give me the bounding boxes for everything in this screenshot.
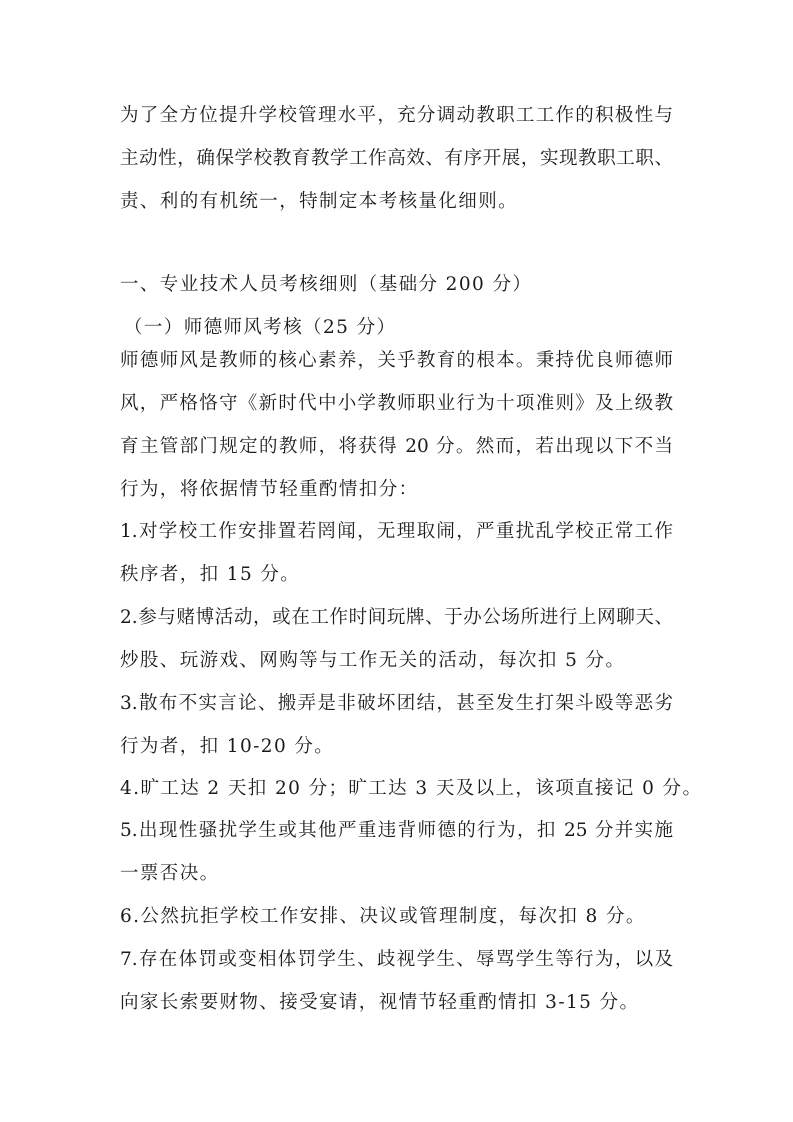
intro-line-1: 为了全方位提升学校管理水平，充分调动教职工工作的积极性与 — [120, 105, 673, 126]
list-item-3-line-2: 行为者，扣 10-20 分。 — [120, 736, 335, 757]
list-item-5-line-2: 一票否决。 — [120, 863, 220, 884]
paragraph-line-1: 师德师风是教师的核心素养，关乎教育的根本。秉持优良师德师 — [120, 350, 673, 371]
intro-line-2: 主动性，确保学校教育教学工作高效、有序开展，实现教职工职、 — [120, 148, 673, 169]
list-item-7-line-2: 向家长索要财物、接受宴请，视情节轻重酌情扣 3-15 分。 — [120, 992, 640, 1013]
list-item-6-line-1: 6.公然抗拒学校工作安排、决议或管理制度，每次扣 8 分。 — [120, 906, 646, 927]
section-heading: 一、专业技术人员考核细则（基础分 200 分） — [120, 274, 533, 295]
paragraph-line-3: 育主管部门规定的教师，将获得 20 分。然而，若出现以下不当 — [120, 436, 673, 457]
paragraph-line-4: 行为，将依据情节轻重酌情扣分： — [120, 479, 419, 500]
list-item-1-line-1: 1.对学校工作安排置若罔闻，无理取闹，严重扰乱学校正常工作 — [120, 521, 673, 542]
intro-line-3: 责、利的有机统一，特制定本考核量化细则。 — [120, 191, 519, 212]
list-item-4-line-1: 4.旷工达 2 天扣 20 分；旷工达 3 天及以上，该项直接记 0 分。 — [120, 778, 703, 799]
list-item-2-line-1: 2.参与赌博活动，或在工作时间玩牌、于办公场所进行上网聊天、 — [120, 607, 673, 628]
list-item-7-line-1: 7.存在体罚或变相体罚学生、歧视学生、辱骂学生等行为，以及 — [120, 949, 673, 970]
subsection-heading: （一）师德师风考核（25 分） — [124, 317, 397, 338]
paragraph-line-2: 风，严格恪守《新时代中小学教师职业行为十项准则》及上级教 — [120, 393, 673, 414]
list-item-5-line-1: 5.出现性骚扰学生或其他严重违背师德的行为，扣 25 分并实施 — [120, 820, 673, 841]
list-item-1-line-2: 秩序者，扣 15 分。 — [120, 564, 301, 585]
list-item-3-line-1: 3.散布不实言论、搬弄是非破坏团结，甚至发生打架斗殴等恶劣 — [120, 693, 673, 714]
list-item-2-line-2: 炒股、玩游戏、网购等与工作无关的活动，每次扣 5 分。 — [120, 650, 626, 671]
